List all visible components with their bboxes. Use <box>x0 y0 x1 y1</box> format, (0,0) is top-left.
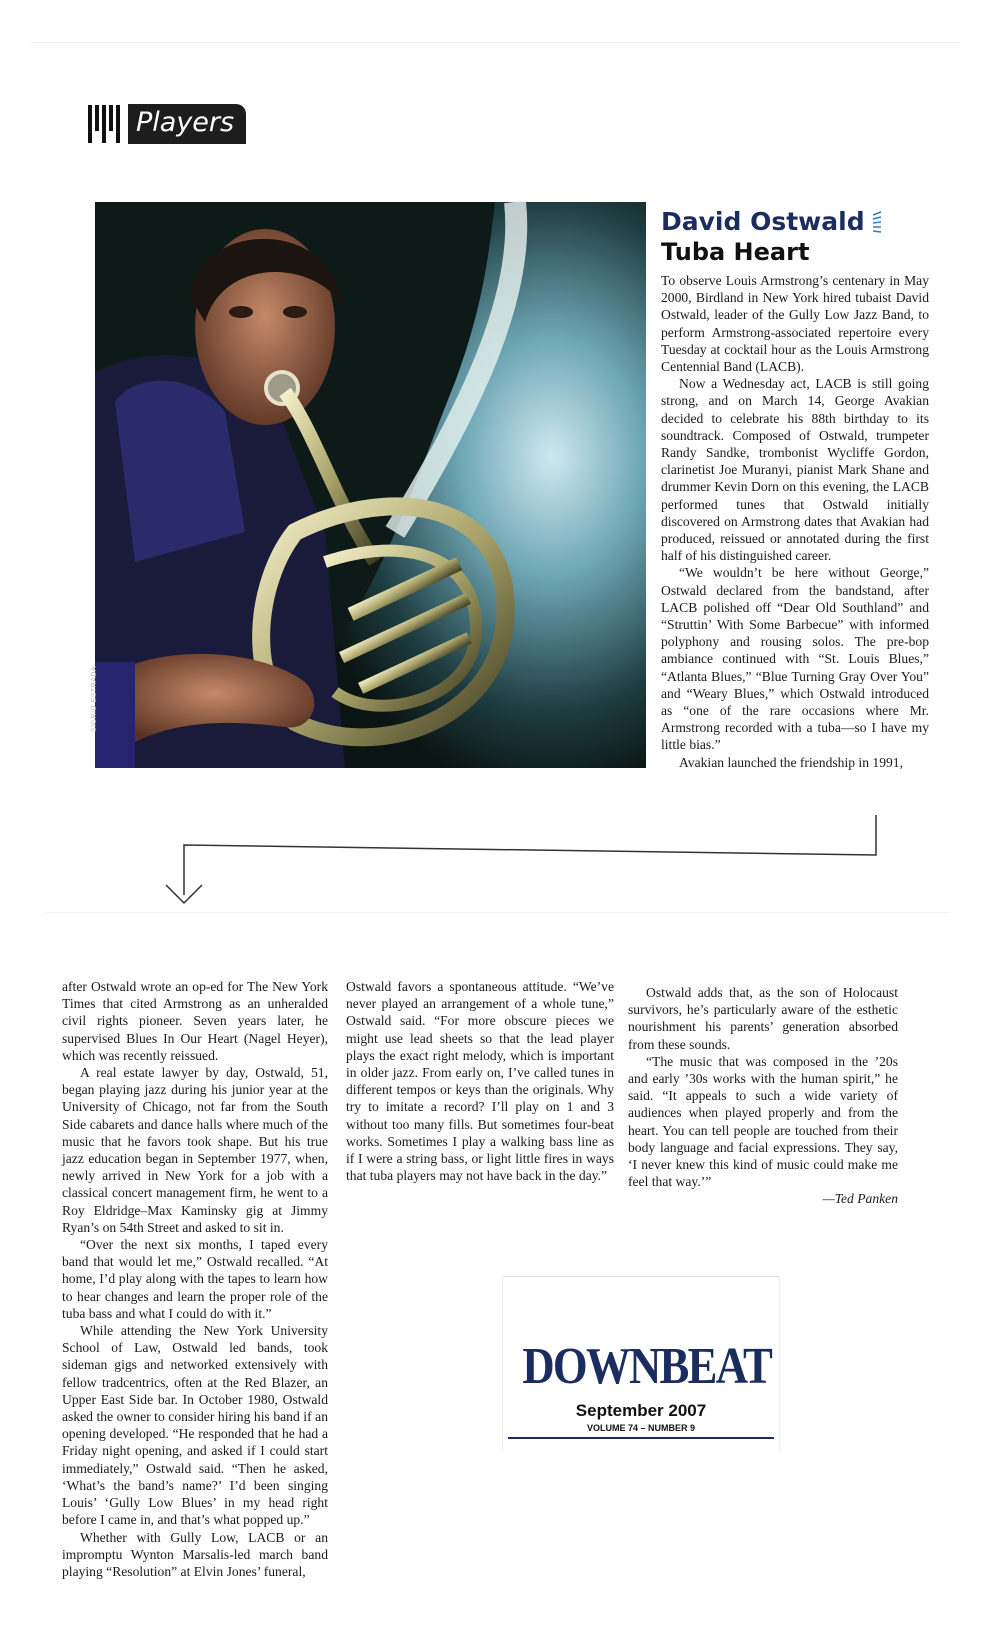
paragraph: Ostwald favors a spontaneous attitude. “We’ve never played an arrangement of a whole tune,” Ostwald said. “For more obscure pieces we might use lead sheets so that the lead player plays the exact right melody, which is important in older jazz. From early on, I’ve called tunes in different tempos or keys than the originals. Why try to imitate a record? I’ll play on 1 and 3 without too many fills. But sometimes four-beat works. Sometimes I play a walking bass line as if I were a string bass, or light little fires in ways that tuba players may not have back in the day.” <box>346 979 614 1184</box>
magazine-masthead <box>502 1276 780 1452</box>
photo-credit: SIGRID ESTRADA <box>91 665 98 732</box>
paragraph: A real estate lawyer by day, Ostwald, 51, began playing jazz during his junior year at the University of Chicago, not far from the South Side cabarets and dance halls where much of the music that he favors took shape. But his true jazz education began in September 1977, when, newly arrived in New York for a job with a classical concert management firm, he went to a Roy Eldridge–Max Kaminsky gig at Jimmy Ryan’s on 54th Street and asked to sit in. <box>62 1065 328 1235</box>
scan-edge-top <box>30 42 960 43</box>
paragraph: Now a Wednesday act, LACB is still going strong, and on March 14, George Avakian decided to celebrate his 88th birthday to its soundtrack. Composed of Ostwald, trumpeter Randy Sandke, trombonist Wycliffe Gordon, clarinetist Joe Muranyi, pianist Mark Shane and drummer Kevin Dorn on this evening, the LACB performed tunes that Ostwald initially discovered on Armstrong dates that Avakian had produced, reissued or annotated during the first half of his distinguished career. <box>661 376 929 564</box>
section-label: Players <box>128 104 246 144</box>
article-photo <box>91 202 646 768</box>
downbeat-logo: DOWNBEAT <box>522 1338 772 1395</box>
masthead-rule <box>508 1437 774 1439</box>
sound-waves-icon <box>871 211 883 233</box>
paragraph: “The music that was composed in the ’20s and early ’30s works with the human spirit,” he said. “It appeals to such a wide variety of audiences when played properly and from the heart. You can tell people are touched from their body language and facial expressions. They say, ‘I never knew this kind of music could make me feel that way.’” <box>628 1053 898 1190</box>
paragraph: “We wouldn’t be here without George,” Ostwald declared from the bandstand, after LACB polished off “Dear Old Southland” and “Struttin’ With Some Barbecue” with informed polyphony and rousing solos. The pre-bop ambiance continued with “St. Louis Blues,” “Atlanta Blues,” “Blue Turning Gray Over You” and “Weary Blues,” which Ostwald introduced as “one of the rare occasions where Mr. Armstrong recorded with a tuba—so I have my little bias.” <box>661 565 929 753</box>
artist-name: David Ostwald <box>661 207 865 236</box>
paragraph: after Ostwald wrote an op-ed for The New York Times that cited Armstrong as an unheralded civil rights pioneer. Seven years later, he supervised Blues In Our Heart (Nagel Heyer), which was recently reissued. <box>62 979 328 1063</box>
article-title: Tuba Heart <box>661 238 810 266</box>
paragraph: “Over the next six months, I taped every band that would let me,” Ostwald recalled. “At home, I’d play along with the tapes to learn how to hear changes and learn the proper role of the tuba bass and what I could do with it.” <box>62 1237 328 1321</box>
issue-volume: VOLUME 74 – NUMBER 9 <box>586 1423 696 1433</box>
issue-date: September 2007 <box>575 1401 707 1420</box>
byline: —Ted Panken <box>822 1191 898 1207</box>
article-column-1 <box>661 272 929 771</box>
article-column-4 <box>628 984 898 1208</box>
paragraph: To observe Louis Armstrong’s centenary in May 2000, Birdland in New York hired tubaist David Ostwald, leader of the Gully Low Jazz Band, to perform Armstrong-associated repertoire every Tuesday at cocktail hour as the Louis Armstrong Centennial Band (LACB). <box>661 273 929 375</box>
article-column-3 <box>346 978 614 1184</box>
tuba-player-photo <box>95 202 646 768</box>
paragraph: Whether with Gully Low, LACB or an impromptu Wynton Marsalis-led march band playing “Resolution” at Elvin Jones’ funeral, <box>62 1529 328 1579</box>
piano-keys-icon <box>88 105 120 143</box>
section-tab <box>88 104 246 144</box>
artist-name-row <box>661 207 941 237</box>
paragraph: While attending the New York University School of Law, Ostwald led bands, took sideman gigs and networked extensively with fellow tradcentrics, often at the Red Blazer, an Upper East Side bar. In October 1980, Ostwald asked the owner to consider hiring his band if an opening developed. “He responded that he had a Friday night opening, and asked if I could start immediately,” Ostwald said. “Then he asked, ‘What’s the band’s name?’ I’d been singing Louis’ ‘Gully Low Blues’ in my head right before I came in, and that’s what popped up.” <box>62 1323 328 1528</box>
paragraph: Avakian launched the friendship in 1991, <box>679 754 903 770</box>
paragraph: Ostwald adds that, as the son of Holocaust survivors, he’s particularly aware of the esthetic nourishment his parents’ generation absorbed from these sounds. <box>628 985 898 1052</box>
article-column-2 <box>62 978 328 1580</box>
continuation-arrow-icon <box>160 815 880 905</box>
article-headline <box>661 207 941 267</box>
